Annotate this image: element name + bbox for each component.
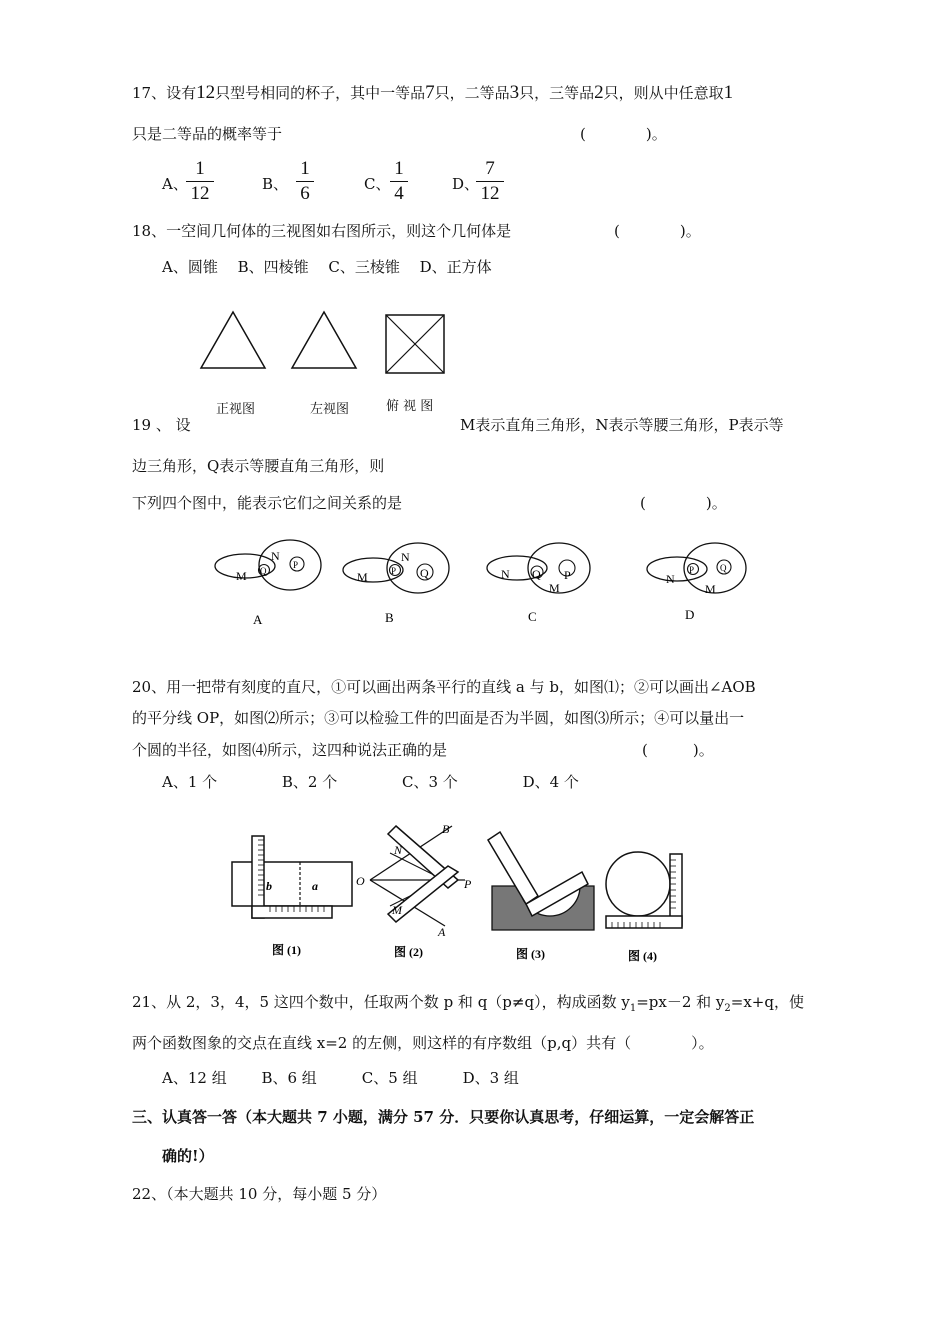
fig1-label-a: a bbox=[312, 879, 318, 893]
denominator: 4 bbox=[394, 183, 404, 204]
side-view-triangle bbox=[292, 312, 356, 368]
figure-3-semicircle-check bbox=[488, 832, 594, 930]
venn-d-n: N bbox=[666, 572, 675, 586]
venn-a-n: N bbox=[271, 549, 280, 563]
q19-line3: 下列四个图中，能表示它们之间关系的是 bbox=[132, 494, 403, 512]
q17-option-c-label: C、 bbox=[364, 175, 391, 193]
q17-line2: 只是二等品的概率等于 bbox=[132, 125, 283, 143]
venn-c-n: N bbox=[501, 567, 510, 581]
section3-heading: 三、认真答一答（本大题共 7 小题，满分 57 分．只要你认真思考，仔细运算，一定会解答正 bbox=[132, 1108, 755, 1126]
fig2-label-m: M bbox=[392, 903, 402, 917]
venn-caption-b: B bbox=[385, 610, 394, 625]
q20-line1: 20、用一把带有刻度的直尺，①可以画出两条平行的直线 a 与 b，如图⑴；②可以画出∠AOB bbox=[132, 678, 756, 696]
q17-option-b-fraction bbox=[296, 158, 314, 205]
venn-diagram-d bbox=[647, 543, 746, 596]
q17-option-d-label: D、 bbox=[452, 175, 480, 193]
side-view-label: 左视图 bbox=[310, 402, 350, 417]
q17-number: 1 bbox=[723, 82, 734, 103]
front-view-triangle bbox=[201, 312, 265, 368]
fig3-caption: 图 (3) bbox=[516, 947, 545, 961]
q17-option-c-fraction bbox=[390, 158, 408, 205]
venn-c-m: M bbox=[549, 581, 560, 595]
q17-option-d-fraction bbox=[476, 158, 504, 205]
q19-text-b: M表示直角三角形，N表示等腰三角形，P表示等 bbox=[460, 416, 784, 434]
q17-number: 3 bbox=[509, 82, 520, 103]
venn-diagram-c bbox=[487, 543, 590, 595]
fig2-label-p: P bbox=[464, 877, 472, 891]
venn-a-m: M bbox=[236, 569, 247, 583]
q17-text: 只，三等品 bbox=[519, 84, 595, 102]
q21-options: A、12 组 B、6 组 C、5 组 D、3 组 bbox=[162, 1069, 519, 1087]
q18-three-views-figure bbox=[190, 310, 460, 380]
figure-2-angle-bisector bbox=[356, 822, 472, 939]
venn-b-n: N bbox=[401, 550, 410, 564]
q17-number: 2 bbox=[594, 82, 604, 103]
q21-line2: 两个函数图象的交点在直线 x=2 的左侧，则这样的有序数组（p,q）共有（ ）。 bbox=[132, 1034, 714, 1052]
q17-option-a-fraction bbox=[186, 158, 214, 205]
q20-line2: 的平分线 OP，如图⑵所示；③可以检验工件的凹面是否为半圆，如图⑶所示；④可以量出一 bbox=[132, 709, 745, 727]
venn-a-q: Q bbox=[260, 566, 267, 576]
q19-text-a: 19 、 设 bbox=[132, 416, 191, 434]
fig2-caption: 图 (2) bbox=[394, 945, 423, 959]
q17-number: 12 bbox=[196, 82, 216, 103]
venn-d-q: Q bbox=[720, 563, 727, 573]
venn-d-p: P bbox=[689, 565, 695, 575]
q17-answer-blank: ( )。 bbox=[580, 125, 667, 143]
figure-4-circle-radius bbox=[606, 852, 682, 928]
q21-line1 bbox=[132, 992, 804, 1019]
figure-1-parallel-lines bbox=[232, 836, 352, 918]
q20-line3: 个圆的半径，如图⑷所示，这四种说法正确的是 bbox=[132, 741, 448, 759]
q18-options: A、圆锥 B、四棱锥 C、三棱锥 D、正方体 bbox=[162, 258, 492, 276]
venn-c-q: Q bbox=[532, 567, 541, 581]
q19-line2: 边三角形，Q表示等腰直角三角形，则 bbox=[132, 457, 385, 475]
venn-caption-c: C bbox=[528, 609, 537, 624]
q17-option-b-label: B、 bbox=[262, 175, 289, 193]
numerator: 7 bbox=[485, 158, 495, 179]
q17-text: 只，二等品 bbox=[434, 84, 510, 102]
top-view-label: 俯 视 图 bbox=[386, 399, 434, 414]
q18-answer-blank: ( )。 bbox=[614, 222, 701, 240]
subscript: 2 bbox=[724, 1003, 731, 1014]
q20-ruler-figures bbox=[220, 818, 700, 963]
q17-text: 17、设有 bbox=[132, 84, 197, 102]
q19-answer-blank: ( )。 bbox=[640, 494, 727, 512]
q18-text: 18、一空间几何体的三视图如右图所示，则这个几何体是 bbox=[132, 222, 512, 240]
q17-text: 只型号相同的杯子，其中一等品 bbox=[215, 84, 426, 102]
fig1-label-b: b bbox=[266, 879, 272, 893]
front-view-label: 正视图 bbox=[216, 402, 256, 417]
fig2-label-a: A bbox=[438, 925, 446, 939]
q19-venn-diagrams bbox=[205, 538, 765, 638]
q21-text: =x+q，使 bbox=[730, 993, 804, 1011]
venn-caption-d: D bbox=[685, 607, 695, 622]
q17-text: 只，则从中任意取 bbox=[603, 84, 724, 102]
q17-option-a-label: A、 bbox=[162, 175, 188, 193]
fig1-caption: 图 (1) bbox=[272, 943, 301, 957]
venn-b-m: M bbox=[357, 570, 368, 584]
fig2-label-n: N bbox=[394, 843, 403, 857]
denominator: 12 bbox=[480, 183, 500, 204]
denominator: 6 bbox=[300, 183, 310, 204]
q22-text: 22、（本大题共 10 分，每小题 5 分） bbox=[132, 1185, 387, 1203]
q20-answer-blank: ( )。 bbox=[642, 741, 714, 759]
q21-text: =px－2 和 y bbox=[636, 993, 725, 1011]
q17-number: 7 bbox=[425, 82, 435, 103]
q20-options: A、1 个 B、2 个 C、3 个 D、4 个 bbox=[162, 773, 579, 791]
venn-c-p: P bbox=[564, 568, 571, 582]
venn-caption-a: A bbox=[253, 612, 263, 627]
venn-diagram-a bbox=[215, 540, 321, 590]
numerator: 1 bbox=[394, 158, 404, 179]
subscript: 1 bbox=[629, 1003, 637, 1014]
venn-b-q: Q bbox=[420, 566, 429, 580]
denominator: 12 bbox=[190, 183, 210, 204]
fig2-label-o: O bbox=[356, 874, 365, 888]
venn-a-p: P bbox=[293, 560, 299, 570]
q17-line1 bbox=[132, 83, 733, 103]
fig4-caption: 图 (4) bbox=[628, 949, 657, 963]
numerator: 1 bbox=[195, 158, 205, 179]
venn-d-m: M bbox=[705, 582, 716, 596]
fig2-label-b: B bbox=[442, 822, 450, 836]
venn-b-p: P bbox=[391, 566, 397, 576]
numerator: 1 bbox=[300, 158, 310, 179]
q21-text: 21、从 2，3，4，5 这四个数中，任取两个数 p 和 q（p≠q），构成函数 y bbox=[132, 993, 630, 1011]
venn-diagram-b bbox=[343, 543, 449, 593]
section3-heading-cont: 确的!） bbox=[162, 1147, 214, 1165]
